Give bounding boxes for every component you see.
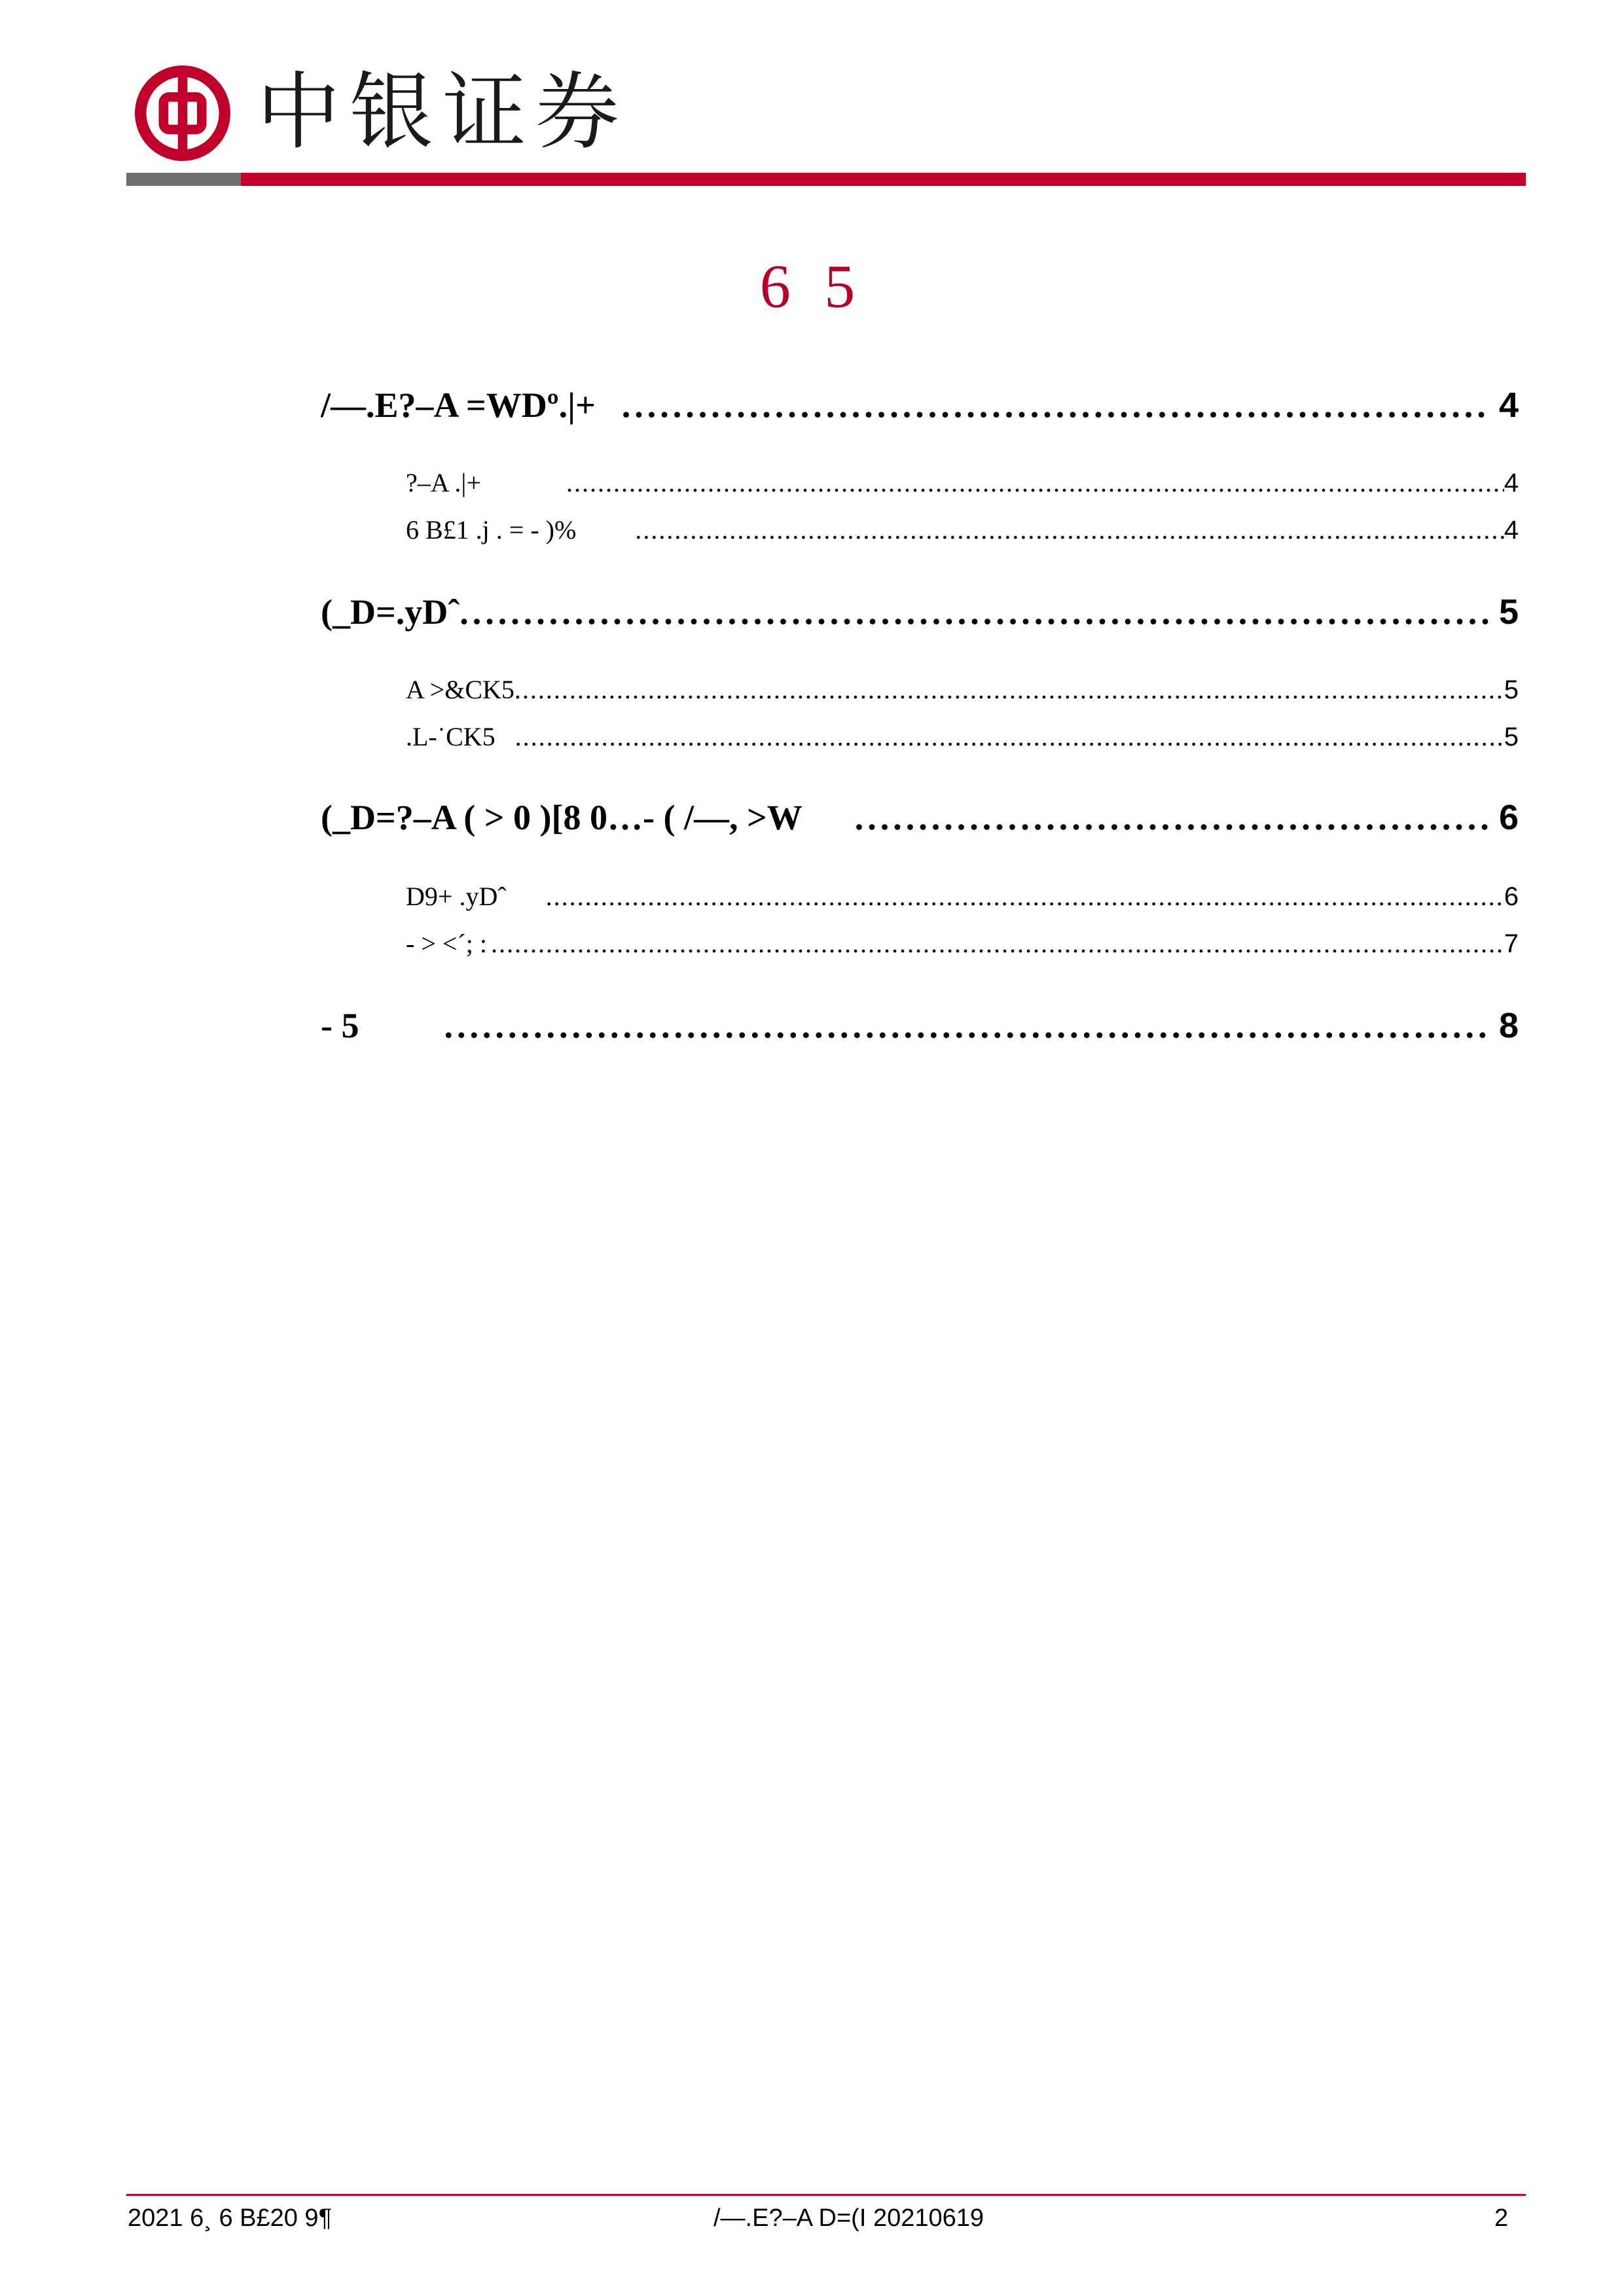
- header-rule-red: [241, 173, 1526, 186]
- footer-rule: [126, 2194, 1526, 2196]
- toc-dot-leader: [514, 674, 1504, 705]
- toc-entry-label: - 5: [321, 1006, 359, 1045]
- toc-entry[interactable]: [321, 1005, 1519, 1054]
- toc-entry-page: 6: [1504, 882, 1519, 911]
- toc-dot-leader: [596, 385, 1490, 425]
- footer-report-title: /—.E?–A D=(I 20210619: [713, 2204, 984, 2232]
- toc-dot-leader: [496, 721, 1504, 752]
- toc-entry[interactable]: [406, 721, 1519, 755]
- toc-entry-page: 8: [1498, 1006, 1519, 1045]
- header-rule-gray: [126, 173, 241, 186]
- toc-entry-page: 5: [1498, 592, 1519, 632]
- toc-dot-leader: [803, 797, 1490, 838]
- toc-entry[interactable]: [406, 674, 1519, 708]
- toc-entry-page: 6: [1498, 798, 1519, 837]
- toc-entry[interactable]: [406, 514, 1519, 548]
- toc-entry-page: 5: [1504, 723, 1519, 751]
- toc-dot-leader: [359, 1005, 1489, 1046]
- toc-entry-page: 5: [1504, 675, 1519, 704]
- toc-entry-label: 6 B£1 .j . = - )%: [406, 515, 577, 545]
- toc-dot-leader: [481, 467, 1504, 498]
- toc-entry-label: .L-˙CK5: [406, 722, 496, 751]
- toc-entry-label: /—.E?–A =WDº.|+: [321, 386, 596, 425]
- toc-entry-page: 7: [1504, 929, 1519, 958]
- toc-entry-label: D9+ .yDˆ: [406, 882, 507, 911]
- toc-entry-page: 4: [1504, 469, 1519, 497]
- header-rule: [126, 173, 1526, 186]
- toc-entry-label: ?–A .|+: [406, 468, 481, 497]
- toc-entry[interactable]: [321, 592, 1519, 640]
- toc-entry-page: 4: [1498, 386, 1519, 425]
- brand-name: 中银证券: [257, 63, 629, 161]
- footer-page-number: 2: [1494, 2204, 1509, 2232]
- page-title: 6 5: [759, 253, 865, 321]
- toc-dot-leader: [576, 514, 1504, 545]
- footer-date: 2021 6¸ 6 B£20 9¶: [128, 2204, 332, 2232]
- toc-entry[interactable]: [321, 797, 1519, 846]
- toc-dot-leader: [487, 928, 1504, 959]
- toc-entry[interactable]: [406, 928, 1519, 962]
- toc-entry-label: (_D=?–A ( > 0 )[8 0…- ( /—, >W: [321, 798, 803, 837]
- toc-entry-label: (_D=.yDˆ: [321, 592, 460, 632]
- toc-entry[interactable]: [406, 881, 1519, 915]
- bank-of-china-logo-icon: [135, 65, 230, 161]
- toc-entry[interactable]: [406, 467, 1519, 501]
- toc-entry[interactable]: [321, 385, 1519, 433]
- toc-dot-leader: [460, 592, 1490, 632]
- toc-entry-label: - > <´; :: [406, 929, 487, 958]
- toc-entry-page: 4: [1504, 516, 1519, 545]
- toc-dot-leader: [507, 881, 1504, 912]
- toc-entry-label: A >&CK5: [406, 675, 514, 704]
